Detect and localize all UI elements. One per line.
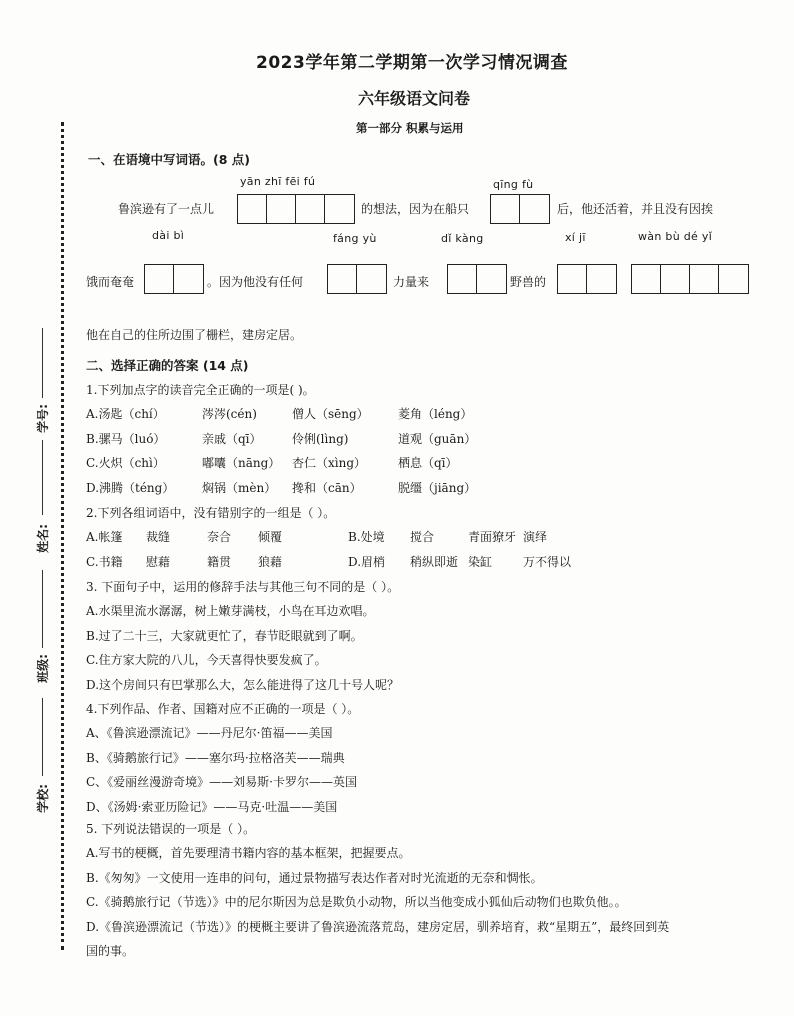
q2-option-cell: 慰藉 — [146, 554, 171, 569]
name-label: 姓名: — [35, 524, 50, 553]
pinyin-daibi: dài bì — [152, 229, 185, 242]
q2-option-cell: 搅合 — [410, 530, 435, 544]
answer-boxes-qingfu[interactable] — [490, 194, 550, 224]
q2-option-cell: 倾覆 — [258, 530, 283, 544]
line2-text-b: 。因为他没有任何 — [207, 275, 304, 289]
exam-subtitle: 六年级语文问卷 — [358, 89, 471, 108]
q1-option-cell: 嘟囔（nāng） — [202, 456, 281, 470]
line2-text-d: 野兽的 — [510, 275, 547, 289]
q4-option: B、《骑鹅旅行记》——塞尔玛·拉格洛芙——瑞典 — [86, 750, 345, 765]
q1-option-cell: 栖息（qī） — [398, 456, 458, 470]
q2-option-cell: 染缸 — [468, 554, 493, 569]
q2-option-cell: A.帐篷 — [86, 530, 123, 544]
q2-option-cell: 狼藉 — [258, 554, 283, 569]
student-id-label: 学号: — [35, 404, 50, 433]
q1-option-cell: 杏仁（xìng） — [292, 456, 367, 470]
q5-option: 国的事。 — [86, 944, 135, 958]
q2-option-cell: 演绎 — [523, 530, 548, 544]
q1-option-cell: 伶俐(lìng) — [292, 431, 349, 446]
question-4: 4.下列作品、作者、国籍对应不正确的一项是（ ）。 — [86, 702, 360, 716]
answer-boxes-dikang[interactable] — [447, 264, 507, 294]
name-line — [42, 440, 43, 515]
answer-boxes-wanbudeyi[interactable] — [631, 264, 749, 294]
q2-option-cell: 奈合 — [207, 530, 232, 544]
pinyin-wanbudeyi: wàn bù dé yǐ — [638, 230, 713, 243]
q2-option-cell: 青面獠牙 — [468, 530, 517, 544]
answer-boxes-fangyu[interactable] — [327, 264, 387, 294]
pinyin-dikang: dǐ kàng — [441, 232, 484, 245]
q1-option-cell: 脱缰（jiāng） — [398, 480, 477, 495]
q5-option: D.《鲁滨逊漂流记（节选）》的梗概主要讲了鲁滨逊流落荒岛，建房定居，驯养培育，救“星期五”，最终回到英 — [86, 919, 670, 934]
question-5: 5. 下列说法错误的一项是（ ）。 — [86, 822, 256, 836]
answer-boxes-daibi[interactable] — [144, 264, 204, 294]
student-id-line — [42, 328, 43, 398]
q2-option-cell: 万不得以 — [523, 554, 572, 569]
q3-option: D.这个房间只有巴掌那么大，怎么能进得了这几十号人呢？ — [86, 677, 400, 692]
line2-text-c: 力量来 — [393, 275, 430, 289]
question-3: 3. 下面句子中，运用的修辞手法与其他三句不同的是（ ）。 — [86, 580, 400, 594]
question-1: 1.下列加点字的读音完全正确的一项是( )。 — [86, 383, 315, 397]
q4-option: A、《鲁滨逊漂流记》——丹尼尔·笛福——美国 — [86, 726, 333, 740]
class-label: 班级: — [35, 654, 50, 683]
pinyin-fangyu: fáng yù — [333, 232, 377, 245]
q3-option: C.住方家大院的八儿，今天喜得快要发疯了。 — [86, 653, 327, 667]
q2-option-cell: D.眉梢 — [348, 554, 386, 569]
q1-option-cell: C.火炽（chì） — [86, 456, 165, 470]
binding-dotted-line — [61, 122, 64, 950]
answer-boxes-xiji[interactable] — [557, 264, 617, 294]
exam-title: 2023学年第二学期第一次学习情况调查 — [256, 53, 568, 73]
section2-heading: 二、选择正确的答案 (14 点) — [86, 358, 249, 373]
class-line — [42, 570, 43, 648]
q1-option-cell: 搀和（cān） — [292, 480, 362, 495]
q1-option-cell: 涔涔(cén) — [202, 407, 257, 421]
q4-option: D、《汤姆·索亚历险记》——马克·吐温——美国 — [86, 799, 338, 814]
q4-option: C、《爱丽丝漫游奇境》——刘易斯·卡罗尔——英国 — [86, 775, 357, 789]
part-heading: 第一部分 积累与运用 — [356, 121, 464, 135]
line1-text-c: 后，他还活着，并且没有因挨 — [557, 202, 714, 216]
q1-option-cell: 道观（guān） — [398, 431, 477, 446]
q1-option-cell: A.汤匙（chí） — [86, 407, 165, 421]
q1-option-cell: B.骡马（luó） — [86, 431, 166, 446]
line1-text-b: 的想法，因为在船只 — [361, 202, 470, 216]
q3-option: B.过了二十三，大家就更忙了，春节眨眼就到了啊。 — [86, 628, 363, 643]
line2-text-a: 饿而奄奄 — [86, 275, 135, 289]
q2-option-cell: 稍纵即逝 — [410, 554, 459, 569]
q5-option: B.《匆匆》一文使用一连串的问句，通过景物描写表达作者对时光流逝的无奈和惆怅。 — [86, 870, 543, 885]
q1-option-cell: 菱角（léng） — [398, 407, 473, 421]
q1-option-cell: 僧人（sēng） — [292, 407, 369, 421]
q1-option-cell: D.沸腾（téng） — [86, 480, 175, 495]
line1-text-a: 鲁滨逊有了一点儿 — [118, 202, 215, 216]
line3-text: 他在自己的住所边围了栅栏，建房定居。 — [86, 328, 303, 342]
q2-option-cell: B.处境 — [348, 530, 385, 544]
question-2: 2.下列各组词语中，没有错别字的一组是（ ）。 — [86, 506, 336, 520]
q2-option-cell: 籍贯 — [207, 554, 232, 569]
pinyin-qingfu: qīng fù — [493, 178, 534, 191]
school-label: 学校: — [35, 784, 50, 813]
section1-heading: 一、在语境中写词语。(8 点) — [88, 152, 250, 167]
q2-option-cell: C.书籍 — [86, 554, 123, 569]
q1-option-cell: 亲戚（qī） — [202, 431, 262, 446]
pinyin-xiji: xí jī — [565, 231, 586, 244]
pinyin-yanzhifeifu: yān zhī fēi fú — [240, 175, 316, 188]
q3-option: A.水渠里流水潺潺，树上嫩芽满枝，小鸟在耳边欢唱。 — [86, 604, 375, 618]
q1-option-cell: 焖锅（mèn） — [202, 480, 277, 495]
q2-option-cell: 裁缝 — [146, 530, 171, 544]
q5-option: A.写书的梗概，首先要理清书籍内容的基本框架，把握要点。 — [86, 846, 411, 860]
school-line — [42, 698, 43, 776]
answer-boxes-yanzhifeifu[interactable] — [237, 194, 355, 224]
q5-option: C.《骑鹅旅行记（节选）》中的尼尔斯因为总是欺负小动物，所以当他变成小狐仙后动物们也欺负他。。 — [86, 895, 627, 909]
